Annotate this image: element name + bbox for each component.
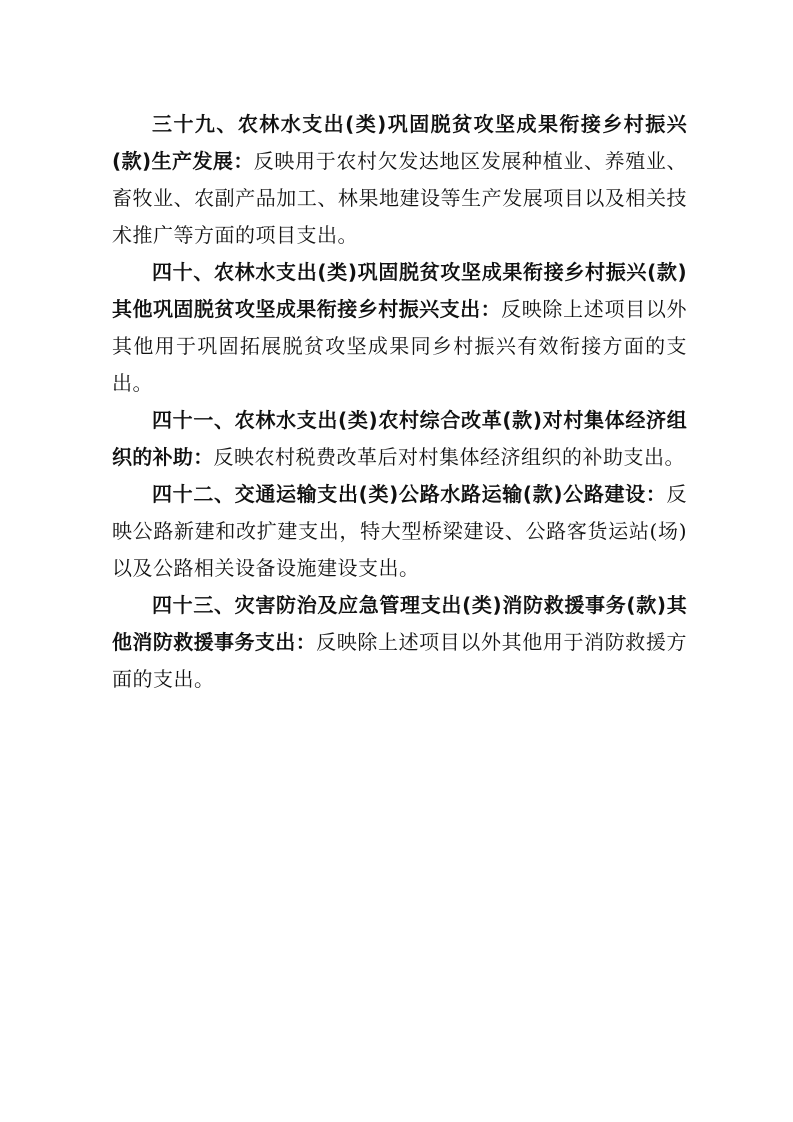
paragraph-body: 反映除上述项目以外其他用于巩固拓展脱贫攻坚成果同乡村振兴有效衔接方面的支出。 <box>112 297 687 395</box>
paragraph-body: 反映公路新建和改扩建支出，特大型桥梁建设、公路客货运站(场)以及公路相关设备设施建设支出。 <box>112 482 687 580</box>
paragraph-heading: 四十一、农林水支出(类)农村综合改革(款)对村集体经济组织的补助： <box>112 408 687 469</box>
paragraph-heading: 三十九、农林水支出(类)巩固脱贫攻坚成果衔接乡村振兴(款)生产发展： <box>112 112 687 173</box>
paragraph-43 <box>112 587 687 698</box>
paragraph-40 <box>112 254 687 402</box>
document-page <box>112 106 687 698</box>
paragraph-heading: 四十三、灾害防治及应急管理支出(类)消防救援事务(款)其他消防救援事务支出： <box>112 593 687 654</box>
paragraph-heading: 四十、农林水支出(类)巩固脱贫攻坚成果衔接乡村振兴(款)其他巩固脱贫攻坚成果衔接乡村振兴支出： <box>112 260 687 321</box>
paragraph-body: 反映用于农村欠发达地区发展种植业、养殖业、畜牧业、农副产品加工、林果地建设等生产发展项目以及相关技术推广等方面的项目支出。 <box>112 149 688 247</box>
paragraph-41 <box>112 402 687 476</box>
paragraph-39 <box>112 106 687 254</box>
paragraph-body: 反映除上述项目以外其他用于消防救援方面的支出。 <box>112 630 688 691</box>
paragraph-42 <box>112 476 687 587</box>
paragraph-heading: 四十二、交通运输支出(类)公路水路运输(款)公路建设： <box>152 482 667 506</box>
paragraph-body: 反映农村税费改革后对村集体经济组织的补助支出。 <box>213 445 685 469</box>
